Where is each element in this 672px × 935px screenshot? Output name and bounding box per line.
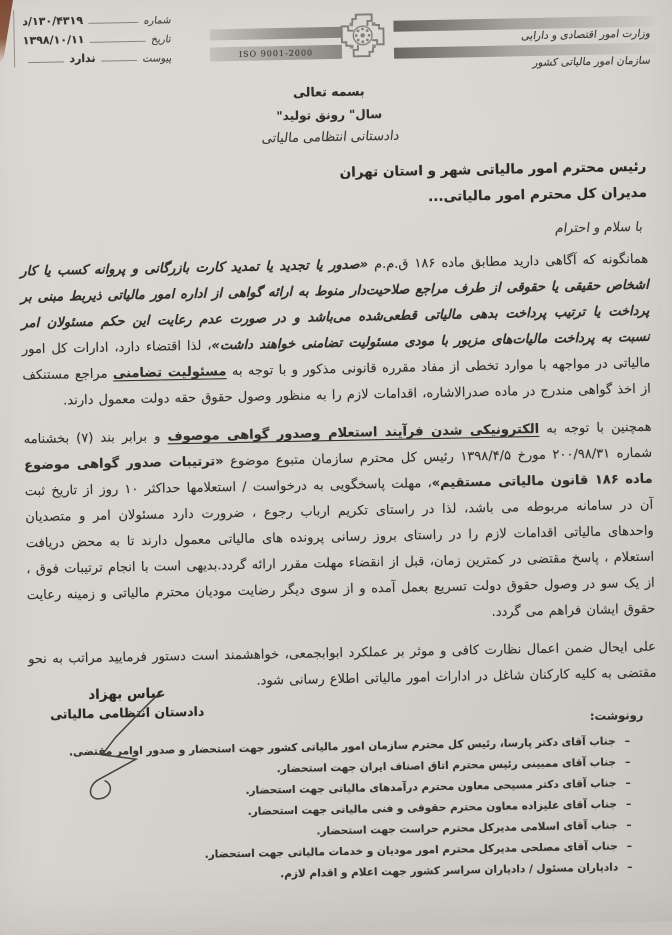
signature-name: عباس بهزاد — [88, 685, 166, 704]
paragraph-text: علی ایحال ضمن اعمال نظارت کافی و موثر بر عملکرد ابوابجمعی، خواهشمند است دستور فرمایید مراتب به نحو مقتضی به کلیه کارکنان شاغل در ادارات امور مالیاتی اطلاع رسانی شود. — [27, 639, 657, 689]
paragraph-text: ، مهلت پاسخگویی به درخواست / استعلامها حداکثر ۱۰ روز از تاریخ ثبت آن در سامانه مربوطه می باشد، لذا در راستای تکریم ارباب رجوع ، ضرورت دارد مسئولان امر و متصدیان واحدهای مالیاتی اقدامات لازم را در راستای بروز رسانی پرونده های مالیاتی معمول دارند تا به محض دریافت استعلام ، پاسخ مقتضی در کمترین زمان، قبل از انقضاء مهلت مقرر ارائه گردد.بدیهی است با انجام ترتیبات فوق ، از یک سو در وصول حقوق دولت تسریع بعمل آمده و از سوی دیگر رضایت مودیان محترم مالیاتی و زمینه رعایت حقوق ایشان فراهم می گردد. — [24, 476, 656, 620]
ministry-name: وزارت امور اقتصادی و دارایی — [520, 27, 651, 43]
stamp-number-row — [22, 7, 170, 29]
dash-marker: – — [626, 819, 632, 832]
organization-name: سازمان امور مالیاتی کشور — [532, 54, 651, 69]
attachment-value: ندارد — [69, 51, 96, 66]
body-paragraph-2 — [23, 415, 655, 636]
office-title: دادستانی انتظامی مالیاتی — [259, 128, 400, 147]
number-label: شماره — [142, 15, 172, 27]
dash-marker: – — [625, 798, 632, 811]
year-slogan: سال" رونق تولید" — [276, 107, 383, 124]
letter-body — [18, 154, 657, 699]
cc-item-text: جناب آقای دکتر مسیحی معاون محترم درآمدهای مالیاتی جهت استحضار. — [245, 777, 617, 797]
emphasized-text: الکترونیکی شدن فرآیند استعلام وصدور گواهی موصوف — [167, 421, 540, 445]
cc-label: رونوشت: — [589, 707, 644, 723]
date-value: ۱۳۹۸/۱۰/۱۱ — [22, 32, 85, 48]
leader-line — [89, 41, 145, 43]
leader-line — [88, 22, 138, 24]
tax-organization-emblem-icon — [339, 7, 386, 64]
stamp-attachment-row — [23, 45, 171, 67]
cc-item-text: جناب آقای علیزاده معاون محترم حقوقی و فنی مالیاتی جهت استحضار. — [247, 798, 618, 818]
body-paragraph-1 — [20, 247, 651, 416]
cc-item-text: دادیاران مسئول / دادیاران سراسر کشور جهت اعلام و اقدام لازم. — [280, 861, 619, 881]
cc-item-text: جناب آقای ممبینی رئیس محترم اتاق اصناف ایران جهت استحضار. — [276, 756, 617, 776]
cc-item-text: جناب آقای اسلامی مدیرکل محترم حراست جهت استحضار. — [316, 819, 618, 838]
dash-marker: – — [625, 777, 631, 790]
dash-marker: – — [627, 861, 633, 874]
iso-certification-label: ISO 9001-2000 — [238, 47, 314, 59]
attachment-label: پیوست — [141, 53, 172, 65]
paragraph-text: مراجع مستنکف از اخذ گواهی مندرج در ماده صدرالاشاره، اقدامات لازم را به منظور وصول حقوق حقه دولت معمول دارند. — [22, 366, 651, 409]
date-label: تاریخ — [150, 34, 172, 46]
emphasized-text: مسئولیت تضامنی — [112, 364, 227, 382]
iso-bar — [210, 45, 342, 62]
paragraph-text: ، لذا اقتضاء دارد، ادارات کل امور مالیاتی در مواجهه با موارد تخطی از مفاد مقرره قانونی مذکور و با توجه به — [21, 338, 651, 380]
paragraph-text: همچنین با توجه به — [539, 419, 652, 437]
dash-marker: – — [624, 735, 631, 748]
paragraph-text: و برابر بند (۷) بخشنامه شماره ۲۰۰/۹۸/۳۱ مورخ ۱۳۹۸/۴/۵ رئیس کل محترم سازمان متبوع موضوع — [23, 429, 653, 470]
leader-line — [28, 61, 64, 63]
recipient-line-2: مدیران کل محترم امور مالیاتی... — [427, 184, 648, 206]
quoted-subject-text: «ترتیبات صدور گواهی موضوع ماده ۱۸۶ قانون مالیاتی مستقیم» — [24, 454, 653, 492]
cc-item-text: جناب آقای دکتر پارسا، رئیس کل محترم سازمان امور مالیاتی کشور جهت استحضار و صدور اوامر مقتضی. — [68, 735, 616, 759]
registration-stamp — [13, 7, 171, 67]
recipient-line-1: رئیس محترم امور مالیاتی شهر و استان تهران — [339, 158, 647, 181]
letterhead-bar — [210, 27, 342, 41]
handwritten-signature-icon — [67, 689, 181, 809]
dash-marker: – — [626, 840, 633, 853]
quoted-law-text: «صدور یا تجدید یا تمدید کارت بازرگانی و پروانه کسب یا کار اشخاص حقیقی یا حقوقی از طرف مراجع صلاحیت‌دار منوط به ارائه گواهی از اداره امور مالیاتی ذیربط مبنی بر پرداخت یا ترتیب پرداخت بدهی مالیاتی قطعی‌شده می‌باشد و در صورت عدم رعایت این حکم مسئولان امر نسبت به پرداخت مالیات‌های مزبور با مودی مسئولیت تضامنی خواهند داشت» — [20, 257, 650, 354]
leader-line — [101, 60, 137, 62]
signature-title: دادستان انتظامی مالیاتی — [49, 703, 205, 722]
dash-marker: – — [624, 756, 631, 769]
document-headings — [0, 77, 666, 151]
basmala: بسمه تعالی — [292, 83, 365, 100]
cc-item-text: جناب آقای مصلحی مدیرکل محترم امور مودیان و خدمات مالیاتی جهت استحضار. — [204, 840, 618, 861]
number-value: د/۱۳۰/۴۳۱۹ — [22, 13, 84, 29]
salutation: با سلام و احترام — [553, 219, 643, 237]
paragraph-text: همانگونه که آگاهی دارید مطابق ماده ۱۸۶ ق.م.م — [367, 251, 649, 273]
